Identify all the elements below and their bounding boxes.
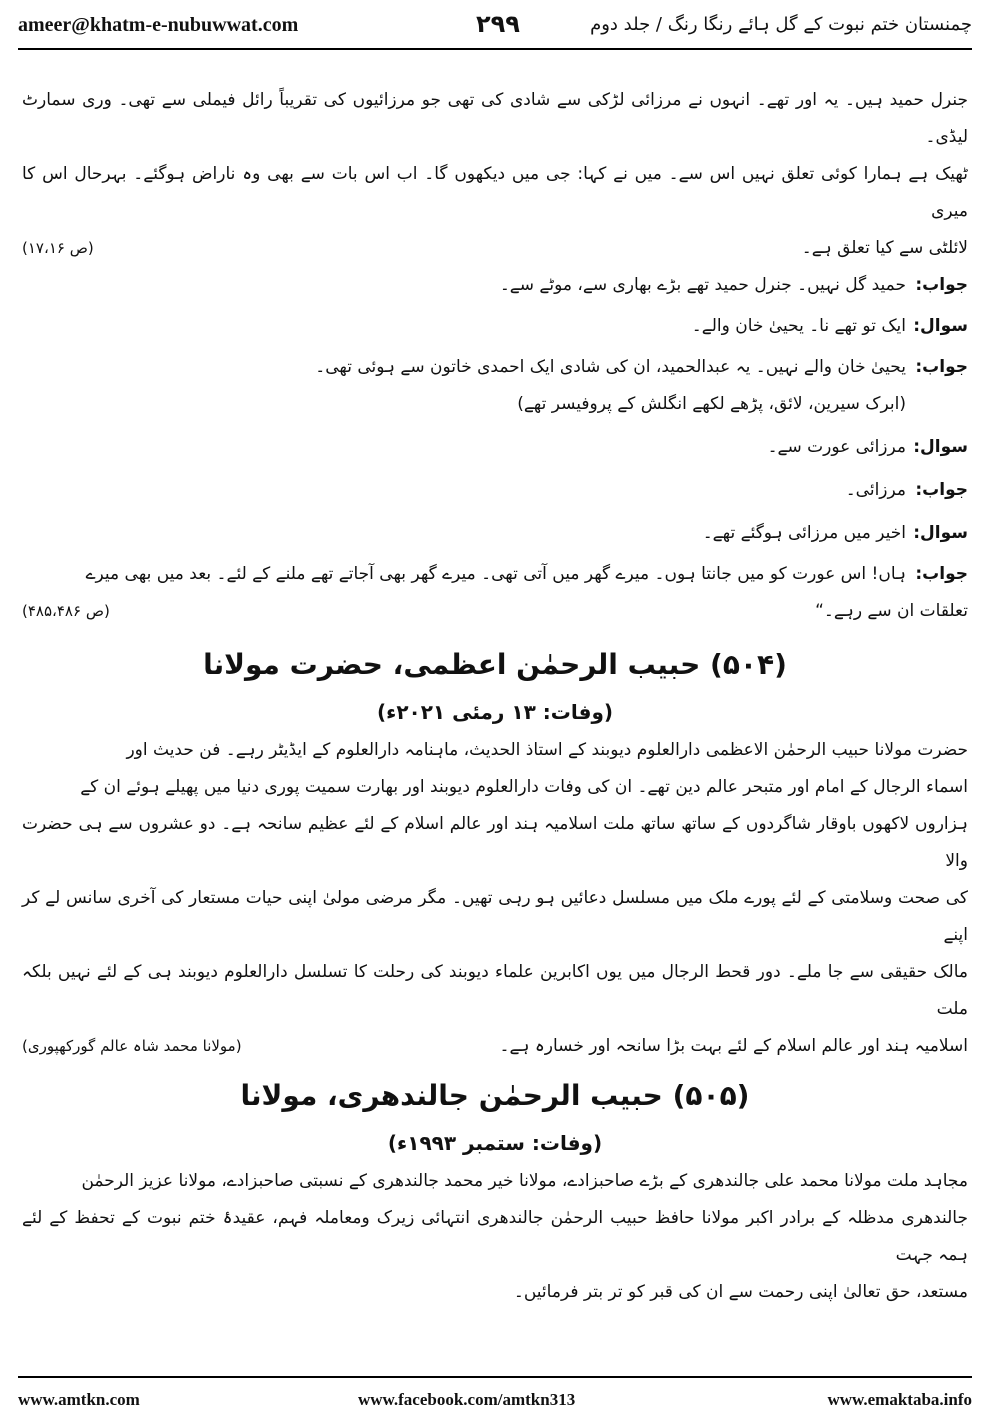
section-heading: (۵۰۵) حبیب الرحمٰن جالندھری، مولانا [240,1079,750,1112]
author-reference: (مولانا محمد شاہ عالم گورکھپوری) [22,1037,242,1055]
header-divider [18,48,972,50]
section-line: اسماء الرجال کے امام اور متبحر عالم دین تھے۔ ان کی وفات دارالعلوم دیوبند اور بھارت سمیت پوری دنیا میں پھیلے ہوئے ان کے [80,777,968,797]
dialogue-row [22,515,968,552]
dialogue-text: (ابرک سیرین، لائق، پڑھے لکھے انگلش کے پروفیسر تھے) [517,394,906,414]
dialogue-row [22,267,968,304]
page-body [22,82,968,1311]
dialogue-text: اخیر میں مرزائی ہوگئے تھے۔ [702,523,906,543]
dialogue-label: سوال: [913,523,968,543]
section-line: حضرت مولانا حبیب الرحمٰن الاعظمی دارالعلوم دیوبند کے استاذ الحدیث، ماہنامہ دارالعلوم کے ایڈیٹر رہے۔ فن حدیث اور [126,740,968,760]
death-date: (وفات: ستمبر ۱۹۹۳ء) [387,1131,603,1155]
footer-link-left[interactable]: www.amtkn.com [18,1390,140,1409]
section-line: مجاہد ملت مولانا محمد علی جالندھری کے بڑے صاحبزادے، مولانا خیر محمد جالندھری کے نسبتی صاحبزادے، مولانا عزیز الرحمٰن [81,1171,968,1191]
final-answer-line-2-wrap [22,593,968,630]
dialogue-text: ایک تو تھے نا۔ یحییٰ خان والے۔ [691,316,906,336]
intro-reference: (ص ۱۷،۱۶) [22,239,94,257]
book-title: چمنستان ختم نبوت کے گل ہائے رنگا رنگ / جلد دوم [590,14,972,35]
section-505 [22,1069,968,1311]
page-number: ۲۹۹ [476,10,520,38]
dialogue-text: مرزائی عورت سے۔ [767,437,906,457]
dialogue-text: مرزائی۔ [845,480,906,500]
footer-divider [18,1376,972,1378]
header-email[interactable]: ameer@khatm-e-nubuwwat.com [18,14,299,36]
dialogue-label: جواب: [915,480,968,500]
death-date: (وفات: ۱۳ رمئی ۲۰۲۱ء) [376,700,614,724]
page-footer [18,1388,972,1414]
dialogue-label [906,386,968,423]
dialogue-text: حمید گل نہیں۔ جنرل حمید تھے بڑے بھاری سے، موٹے سے۔ [499,275,906,295]
dialogue-label: جواب: [915,564,968,584]
intro-line-1: جنرل حمید ہیں۔ یہ اور تھے۔ انہوں نے مرزائی لڑکی سے شادی کی تھی جو مرزائیوں کی تقریباً رائل فیملی سے تھی۔ وری سمارٹ لیڈی۔ [22,90,968,147]
section-heading: (۵۰۴) حبیب الرحمٰن اعظمی، حضرت مولانا [203,648,787,681]
section-line: کی صحت وسلامتی کے لئے پورے ملک میں مسلسل دعائیں ہو رہی تھیں۔ مگر مرضی مولیٰ اپنی حیات مستعار کی آخری سانس لے کر اپنے [22,888,968,945]
section-504 [22,638,968,1065]
dialogue-text: یحییٰ خان والے نہیں۔ یہ عبدالحمید، ان کی شادی ایک احمدی خاتون سے ہوئی تھی۔ [315,357,906,377]
section-line: ہزاروں لاکھوں باوقار شاگردوں کے ساتھ ساتھ ملت اسلامیہ ہند اور عالم اسلام کے لئے عظیم سانحہ ہے۔ دو عشروں سے ہی حضرت والا [22,814,968,871]
dialogue-row [22,308,968,345]
section-line: مالک حقیقی سے جا ملے۔ دور قحط الرجال میں یوں اکابرین علماء دیوبند کی رحلت کا تسلسل دارالعلوم دیوبند ہی کے لئے نہیں بلکہ ملت [22,962,968,1019]
dialogue-label: سوال: [913,437,968,457]
final-answer [22,556,968,593]
dialogue-text: ہاں! اس عورت کو میں جانتا ہوں۔ میرے گھر میں آتی تھی۔ میرے گھر بھی آجاتے تھے ملنے کے لئے۔ بعد میں بھی میرے [85,564,906,584]
dialogue-row [22,429,968,466]
page-header [18,10,972,46]
intro-paragraph [22,82,968,267]
dialogue-label: جواب: [915,357,968,377]
dialogue-row [22,386,968,423]
dialogue-label: سوال: [913,316,968,336]
final-answer-reference: (ص ۴۸۵،۴۸۶) [22,602,110,620]
footer-link-right[interactable]: www.emaktaba.info [827,1390,972,1409]
section-line: اسلامیہ ہند اور عالم اسلام کے لئے بہت بڑا سانحہ اور خسارہ ہے۔ [499,1036,968,1056]
dialogue-row [22,472,968,509]
dialogue-row [22,349,968,386]
intro-line-3-wrap [22,230,968,267]
footer-link-center[interactable]: www.facebook.com/amtkn313 [358,1390,576,1409]
dialogue [22,267,968,630]
section-line-last-wrap [22,1028,968,1065]
section-line: مستعد، حق تعالیٰ اپنی رحمت سے ان کی قبر کو تر بتر فرمائیں۔ [513,1282,968,1302]
intro-line-3: لائلٹی سے کیا تعلق ہے۔ [801,238,968,258]
final-answer-line-2: تعلقات ان سے رہے۔“ [815,601,968,621]
intro-line-2: ٹھیک ہے ہمارا کوئی تعلق نہیں اس سے۔ میں نے کہا: جی میں دیکھوں گا۔ اب اس بات سے بھی وہ ناراض ہوگئے۔ بہرحال اس کا میری [22,164,968,221]
dialogue-label: جواب: [915,275,968,295]
section-line: جالندھری مدظلہ کے برادر اکبر مولانا حافظ حبیب الرحمٰن جالندھری انتہائی زیرک ومعاملہ فہم، عقیدۂ ختم نبوت کے تحفظ کے لئے ہمہ جہت [22,1208,968,1265]
